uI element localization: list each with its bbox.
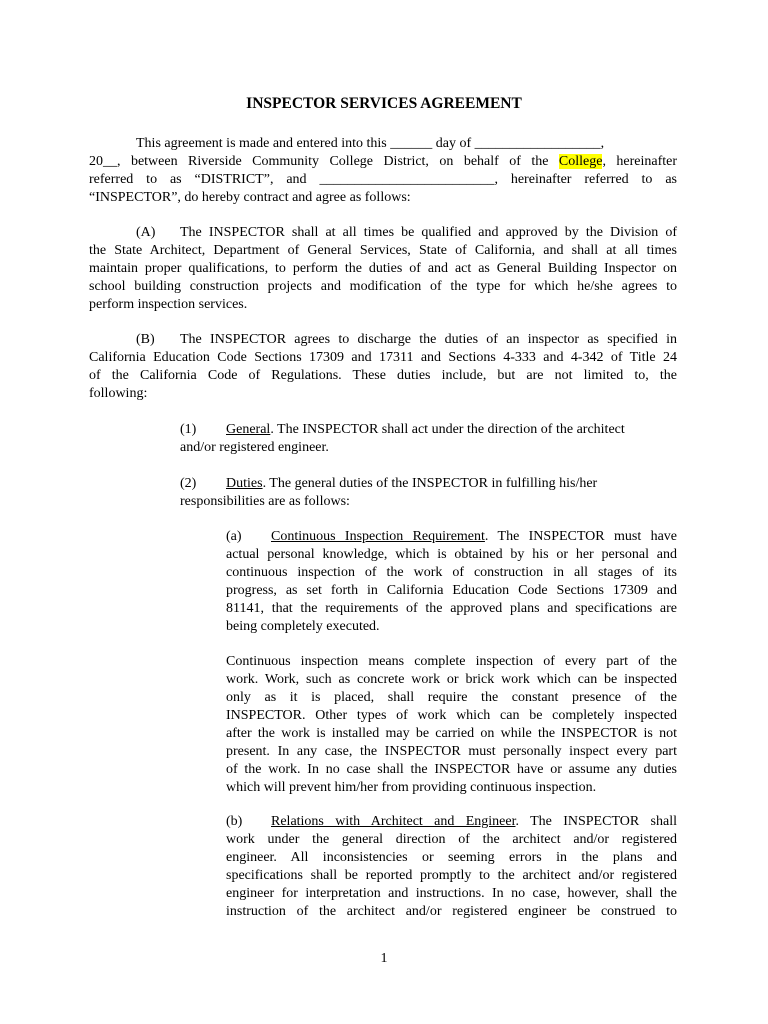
continuous-line-5: after the work is installed may be carried on while the INSPECTOR is not [226, 726, 677, 741]
section-b-line-1: (B) The INSPECTOR agrees to discharge the duties of an inspector as specified in [136, 332, 677, 347]
section-b [89, 331, 677, 403]
intro-line-1: This agreement is made and entered into this ______ day of __________________, [136, 136, 605, 151]
section-a-line-4: school building construction projects and modification of the type for which he/she agrees to [89, 279, 677, 294]
item-a-line-1: (a) Continuous Inspection Requirement. The INSPECTOR must have [226, 529, 677, 544]
item-b-line-1: (b) Relations with Architect and Engineer. The INSPECTOR shall [226, 814, 677, 829]
intro-line-4: “INSPECTOR”, do hereby contract and agree as follows: [89, 190, 411, 205]
item-1-line-2: and/or registered engineer. [180, 440, 329, 455]
item-b-relations [226, 813, 677, 921]
item-b-line-5: engineer for interpretation and instructions. In no case, however, shall the [226, 886, 677, 901]
item-a-continuous-inspection [226, 528, 677, 636]
intro-line-3: referred to as “DISTRICT”, and _________________________, hereinafter referred to as [89, 172, 677, 187]
item-b-marker: (b) [226, 814, 243, 829]
item-a-line-3: continuous inspection of the work of construction in all stages of its [226, 565, 677, 580]
document-title: INSPECTOR SERVICES AGREEMENT [246, 95, 522, 112]
item-b-heading: Relations with Architect and Engineer [271, 814, 516, 829]
section-a-line-5: perform inspection services. [89, 297, 248, 312]
item-1-general [180, 421, 677, 457]
continuous-inspection-paragraph [226, 653, 677, 797]
section-b-line-2: California Education Code Sections 17309 and 17311 and Sections 4-333 and 4-342 of Title 24 [89, 350, 677, 365]
item-2-heading: Duties [226, 476, 263, 491]
section-a-line-2: the State Architect, Department of General Services, State of California, and shall at all times [89, 243, 677, 258]
continuous-line-7: of the work. In no case shall the INSPECTOR have or assume any duties [226, 762, 677, 777]
intro-line-2: 20__, between Riverside Community College District, on behalf of the College, hereinafter [89, 154, 677, 169]
item-2-duties [180, 475, 677, 511]
item-2-line-1: (2) Duties. The general duties of the INSPECTOR in fulfilling his/her [180, 476, 598, 491]
section-a-line-1: (A) The INSPECTOR shall at all times be qualified and approved by the Division of [136, 225, 677, 240]
item-b-line-2: work under the general direction of the architect and/or registered [226, 832, 677, 847]
section-b-line-4: following: [89, 386, 148, 401]
continuous-line-3: only as it is placed, shall require the constant presence of the [226, 690, 677, 705]
item-1-marker: (1) [180, 422, 197, 437]
item-a-line-2: actual personal knowledge, which is obtained by his or her personal and [226, 547, 677, 562]
item-a-line-6: being completely executed. [226, 619, 380, 634]
section-b-line-3: of the California Code of Regulations. These duties include, but are not limited to, the [89, 368, 677, 383]
item-2-line-2: responsibilities are as follows: [180, 494, 350, 509]
continuous-line-2: work. Work, such as concrete work or brick work which can be inspected [226, 672, 677, 687]
item-b-line-6: instruction of the architect and/or registered engineer be construed to [226, 904, 677, 919]
item-2-marker: (2) [180, 476, 197, 491]
item-a-marker: (a) [226, 529, 242, 544]
section-a-marker: (A) [136, 225, 156, 240]
section-b-marker: (B) [136, 332, 155, 347]
page-number: 1 [380, 951, 388, 966]
continuous-line-8: which will prevent him/her from providing continuous inspection. [226, 780, 597, 795]
item-1-heading: General [226, 422, 271, 437]
section-a-line-3: maintain proper qualifications, to perform the duties of and act as General Building Inspector on [89, 261, 677, 276]
continuous-line-1: Continuous inspection means complete inspection of every part of the [226, 654, 677, 669]
item-a-line-5: 81141, that the requirements of the approved plans and specifications are [226, 601, 677, 616]
section-a [89, 224, 677, 314]
intro-paragraph [89, 135, 677, 207]
continuous-line-6: present. In any case, the INSPECTOR must personally inspect every part [226, 744, 677, 759]
continuous-line-4: INSPECTOR. Other types of work which can be completely inspected [226, 708, 677, 723]
item-b-line-4: specifications shall be reported promptly to the architect and/or registered [226, 868, 677, 883]
highlighted-college: College [558, 154, 603, 169]
item-1-line-1: (1) General. The INSPECTOR shall act under the direction of the architect [180, 422, 625, 437]
item-b-line-3: engineer. All inconsistencies or seeming errors in the plans and [226, 850, 677, 865]
item-a-line-4: progress, as set forth in California Education Code Sections 17309 and [226, 583, 677, 598]
item-a-heading: Continuous Inspection Requirement [271, 529, 485, 544]
